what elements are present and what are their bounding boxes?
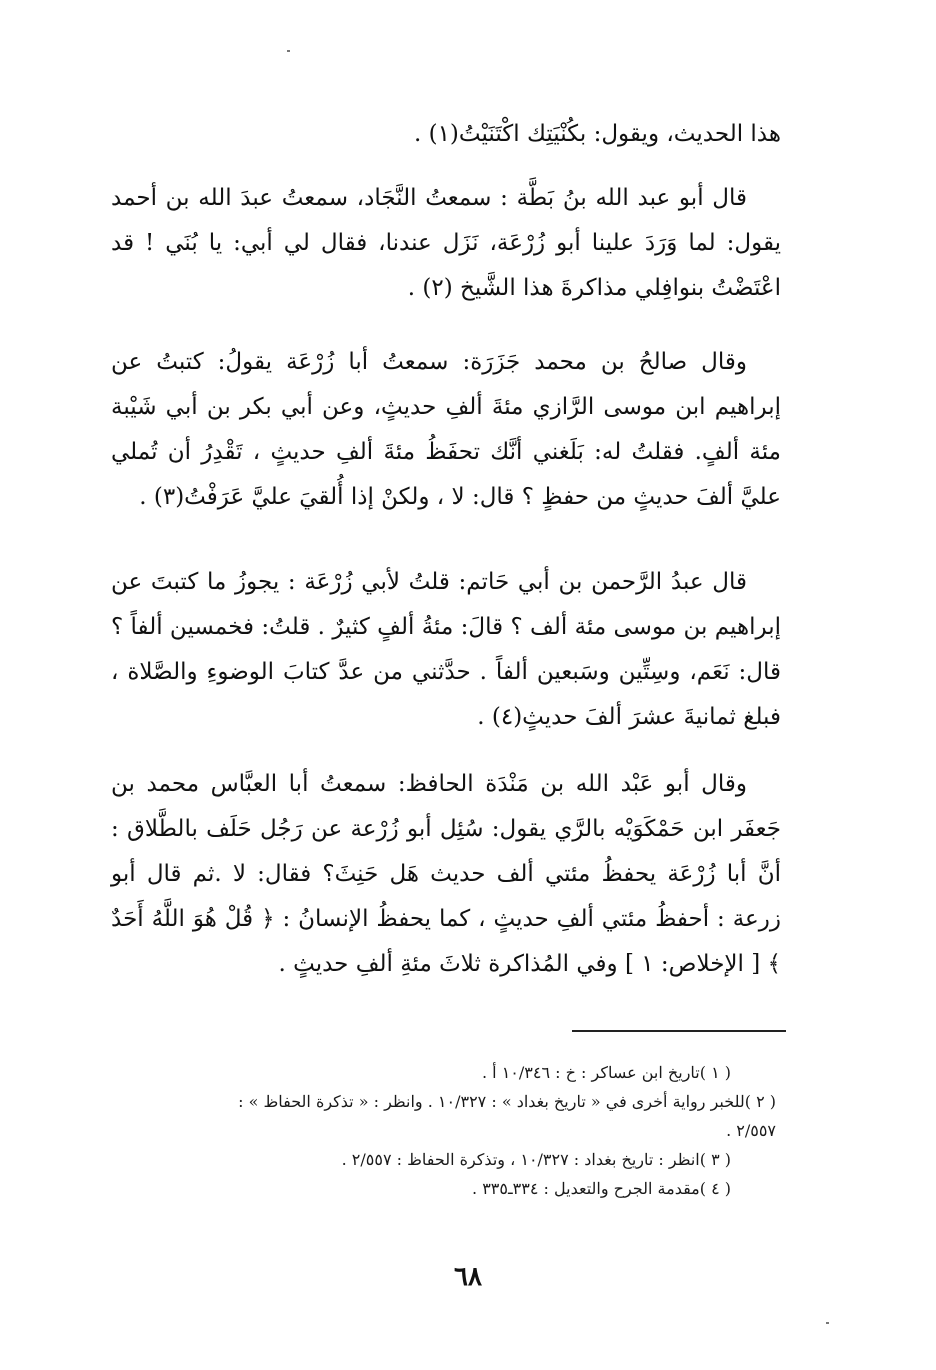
paragraph-4: [111, 560, 781, 740]
body-text: [111, 762, 781, 987]
page-number: ٦٨: [454, 1262, 482, 1292]
paragraph-3: [111, 340, 781, 520]
body-text: [111, 176, 781, 311]
footnote-2-continued: ٢/٥٥٧ .: [726, 1121, 776, 1140]
scan-speck: [826, 1322, 829, 1324]
paragraph-3-text: وقال صالحُ بن محمد جَزَرَة: سمعتُ أبا زُرْعَة يقولُ: كتبتُ عن إبراهيم ابن موسى الرَّازي مئةَ ألفِ حديثٍ، وعن أبي بكر بن أبي شَيْبة مئة ألفٍ. فقلتُ له: بَلَغني أنَّك تحفَظُ مئةَ ألفِ حديثٍ ، تَقْدِرُ أن تُملي عليَّ ألفَ حديثٍ من حفظٍ ؟ قال: لا ، ولكنْ إذا أُلقيَ عليَّ عَرَفْتُ(٣) .: [111, 349, 781, 510]
footnote-1: ( ١ )تاريخ ابن عساكر : خ : ١٠/٣٤٦ أ .: [482, 1063, 731, 1082]
footnote-separator: [572, 1030, 786, 1032]
footnote-2: ( ٢ )للخبر رواية أخرى في « تاريخ بغداد » : ١٠/٣٢٧ . وانظر : « تذكرة الحفاظ » :: [238, 1092, 776, 1111]
paragraph-5: [111, 762, 781, 987]
scan-speck: [287, 50, 290, 52]
footnote-3: ( ٣ )انظر : تاريخ بغداد : ١٠/٣٢٧ ، وتذكرة الحفاظ : ٢/٥٥٧ .: [341, 1150, 731, 1169]
paragraph-5-text: وقال أبو عَبْد الله بن مَنْدَة الحافظ: سمعتُ أبا العبَّاس محمد بن جَعفَر ابن حَمْكَوَيْه بالرَّي يقول: سُئِل أبو زُرْعة عن رَجُل حَلَف بالطَّلاق : أنَّ أبا زُرْعَة يحفظُ مئتي ألف حديث هَل حَنِثَ؟ فقال: لا .ثم قال أبو زرعة : أحفظُ مئتي ألفِ حديثٍ ، كما يحفظُ الإنسانُ : ﴿ قُلْ هُوَ اللَّهُ أَحَدٌ ﴾ [ الإخلاص: ١ ] وفي المُذاكرة ثلاثَ مئةِ ألفِ حديثٍ .: [111, 771, 781, 977]
body-text: [111, 340, 781, 520]
paragraph-4-text: قال عبدُ الرَّحمن بن أبي حَاتم: قلتُ لأبي زُرْعَة : يجوزُ ما كتبتَ عن إبراهيم بن موسى مئة ألف ؟ قالَ: مئةُ ألفٍ كثيرٌ . قلتُ: فخمسين ألفاً ؟ قال: نَعَم، وسِتِّين وسَبعين ألفاً . حدَّثني من عدَّ كتابَ الوضوءِ والصَّلاة ، فبلغ ثمانيةَ عشرَ ألفَ حديثٍ(٤) .: [111, 569, 781, 730]
paragraph-2-text: قال أبو عبد الله بنُ بَطَّة : سمعتُ النَّجَاد، سمعتُ عبدَ الله بن أحمد يقول: لما وَرَدَ علينا أبو زُرْعَة، نَزَل عندنا، فقال لي أبي: يا بُنَي ! قد اعْتَضْتُ بنوافِلي مذاكرةَ هذا الشَّيخ (٢) .: [111, 185, 781, 301]
footnotes: [116, 1058, 776, 1203]
body-text: [111, 560, 781, 740]
paragraph-2: [111, 176, 781, 311]
paragraph-1: هذا الحديث، ويقول: بكُنْيَتِك اكْتَنَيْتُ(١) .: [413, 121, 781, 147]
body-text: [111, 112, 781, 157]
footnote-4: ( ٤ )مقدمة الجرح والتعديل : ٣٣٤ـ٣٣٥ .: [472, 1179, 731, 1198]
